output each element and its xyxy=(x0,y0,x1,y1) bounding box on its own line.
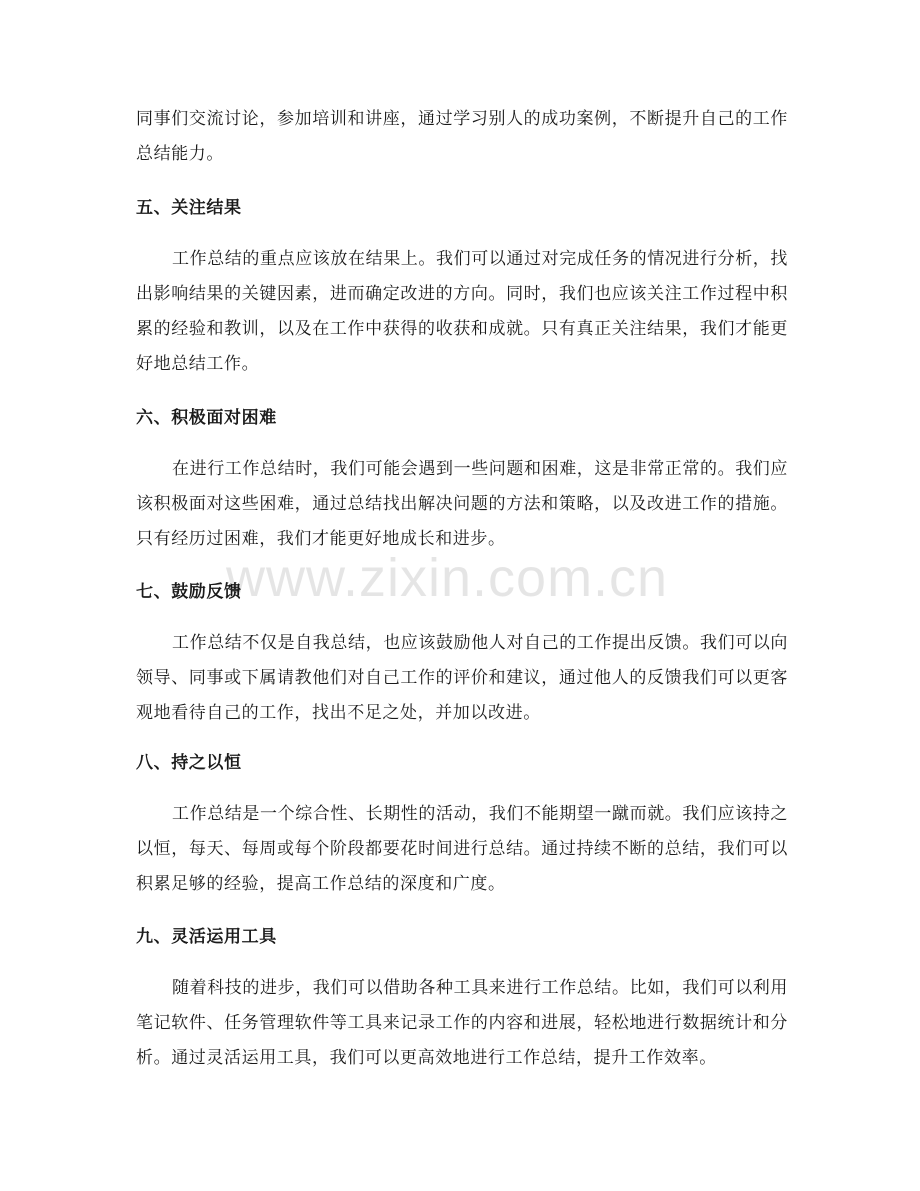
section-body-5: 工作总结的重点应该放在结果上。我们可以通过对完成任务的情况进行分析，找出影响结果的关键因素，进而确定改进的方向。同时，我们也应该关注工作过程中积累的经验和教训，以及在工作中获得的收获和成就。只有真正关注结果，我们才能更好地总结工作。 xyxy=(136,249,788,374)
watermark-text: www.zixin.com.cn xyxy=(226,548,669,608)
section-body-7: 工作总结不仅是自我总结，也应该鼓励他人对自己的工作提出反馈。我们可以向领导、同事或下属请教他们对自己工作的评价和建议，通过他人的反馈我们可以更客观地看待自己的工作，找出不足之处，并加以改进。 xyxy=(136,633,788,723)
section-heading-5: 五、关注结果 xyxy=(136,198,242,218)
section-body-6: 在进行工作总结时，我们可能会遇到一些问题和困难，这是非常正常的。我们应该积极面对这些困难，通过总结找出解决问题的方法和策略，以及改进工作的措施。只有经历过困难，我们才能更好地成长和进步。 xyxy=(136,459,788,549)
section-heading-8: 八、持之以恒 xyxy=(136,753,242,773)
intro-paragraph: 同事们交流讨论，参加培训和讲座，通过学习别人的成功案例，不断提升自己的工作总结能力。 xyxy=(136,109,788,164)
section-heading-7: 七、鼓励反馈 xyxy=(136,582,242,602)
section-body-9: 随着科技的进步，我们可以借助各种工具来进行工作总结。比如，我们可以利用笔记软件、任务管理软件等工具来记录工作的内容和进展，轻松地进行数据统计和分析。通过灵活运用工具，我们可以更高效地进行工作总结，提升工作效率。 xyxy=(136,978,788,1068)
section-heading-6: 六、积极面对困难 xyxy=(136,408,277,428)
section-body-8: 工作总结是一个综合性、长期性的活动，我们不能期望一蹴而就。我们应该持之以恒，每天、每周或每个阶段都要花时间进行总结。通过持续不断的总结，我们可以积累足够的经验，提高工作总结的深度和广度。 xyxy=(136,804,788,894)
section-heading-9: 九、灵活运用工具 xyxy=(136,927,277,947)
